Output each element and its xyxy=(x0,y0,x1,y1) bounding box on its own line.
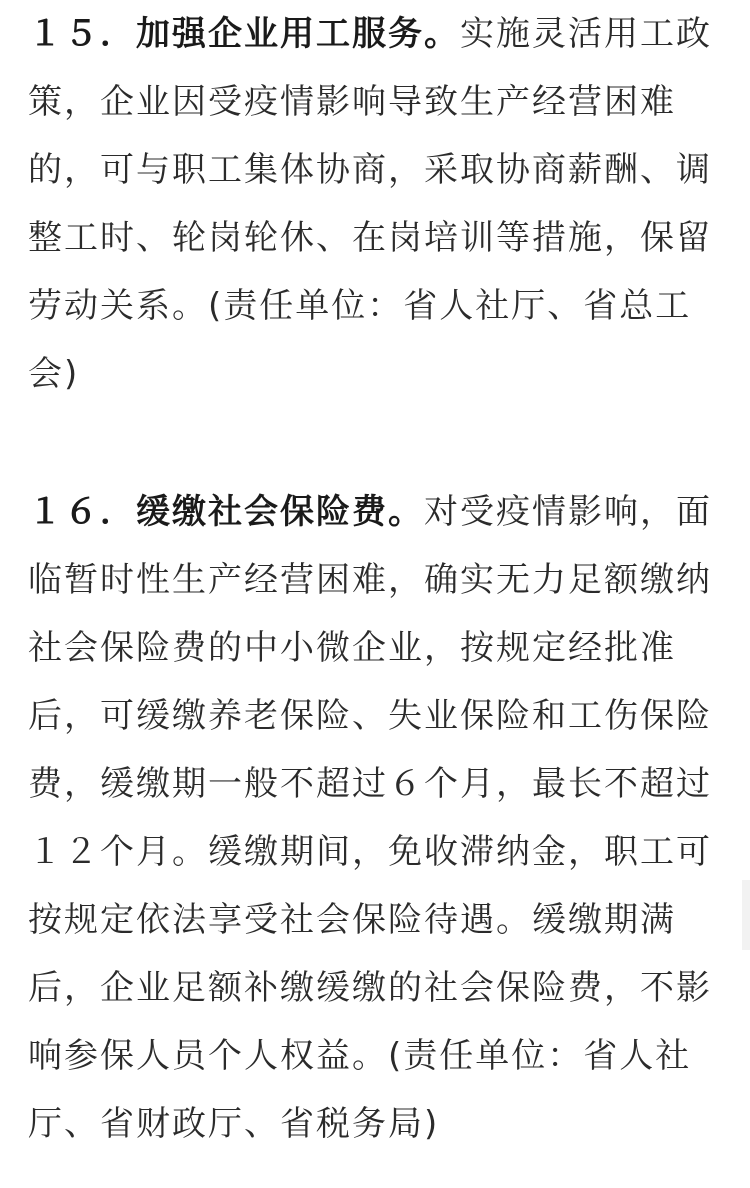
scroll-edge-indicator xyxy=(742,880,750,950)
section-16-line-2: 临暂时性生产经营困难，确实无力足额缴纳 xyxy=(28,560,712,600)
section-16-line-10: 厅、省财政厅、省税务局) xyxy=(28,1104,440,1144)
section-16 xyxy=(28,478,728,1158)
section-15-text: 实施灵活用工政 xyxy=(460,14,712,54)
section-16-line-4: 后，可缓缴养老保险、失业保险和工伤保险 xyxy=(28,696,712,736)
section-15-line-5: 劳动关系。(责任单位：省人社厅、省总工 xyxy=(28,286,692,326)
article-body xyxy=(28,0,728,1158)
section-16-line-9: 响参保人员个人权益。(责任单位：省人社 xyxy=(28,1036,692,1076)
section-16-line-1 xyxy=(28,478,728,546)
section-16-line-8: 后，企业足额补缴缓缴的社会保险费，不影 xyxy=(28,968,712,1008)
section-15-line-3: 的，可与职工集体协商，采取协商薪酬、调 xyxy=(28,150,712,190)
section-15-heading: １５．加强企业用工服务。 xyxy=(28,14,460,54)
section-16-line-6: １２个月。缓缴期间，免收滞纳金，职工可 xyxy=(28,832,712,872)
section-15 xyxy=(28,0,728,408)
section-16-heading: １６．缓缴社会保险费。 xyxy=(28,492,424,532)
section-16-line-7: 按规定依法享受社会保险待遇。缓缴期满 xyxy=(28,900,676,940)
section-15-line-4: 整工时、轮岗轮休、在岗培训等措施，保留 xyxy=(28,218,712,258)
section-16-line-5: 费，缓缴期一般不超过６个月，最长不超过 xyxy=(28,764,712,804)
section-15-line-2: 策，企业因受疫情影响导致生产经营困难 xyxy=(28,82,676,122)
section-15-line-1 xyxy=(28,0,728,68)
section-16-text: 对受疫情影响，面 xyxy=(424,492,712,532)
section-16-line-3: 社会保险费的中小微企业，按规定经批准 xyxy=(28,628,676,668)
section-15-line-6: 会) xyxy=(28,354,80,394)
